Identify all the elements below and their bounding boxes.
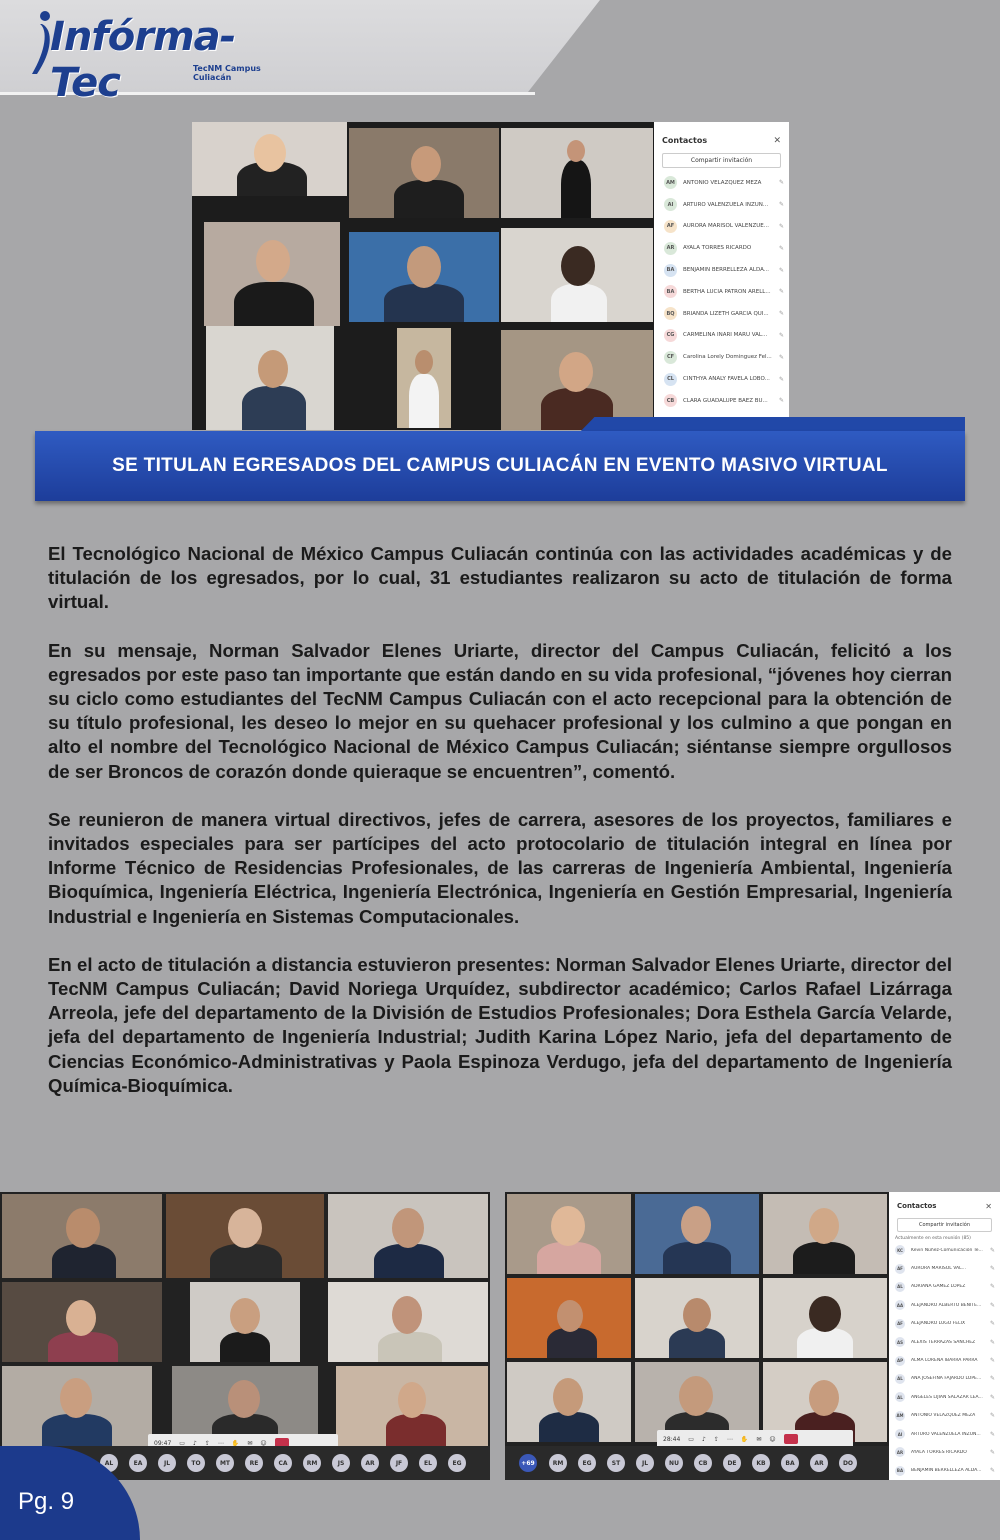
mic-muted-icon: ✎ bbox=[779, 222, 785, 230]
contact-item[interactable] bbox=[654, 325, 789, 347]
mic-muted-icon: ✎ bbox=[990, 1320, 996, 1328]
article-paragraph: En el acto de titulación a distancia estuvieron presentes: Norman Salvador Elenes Uriarte, director del TecNM Campus Culiacán; David Noriega Urquídez, subdirector académico; Carlos Rafael Lizárraga Arreola, jefe del departamento de la División de Estudios Profesionales; Dora Esthela García Velarde, jefa del departamento de Ingeniería Industrial; Judith Karina López Nario, jefa del departamento de Ciencias Económico-Administrativas y Paola Espinoza Verdugo, jefa del departamento de Ingeniería Química-Bioquímica. bbox=[48, 953, 952, 1096]
mic-muted-icon: ✎ bbox=[779, 179, 785, 187]
contact-item[interactable] bbox=[654, 390, 789, 412]
contact-item[interactable] bbox=[654, 368, 789, 390]
participant-avatar[interactable]: AL bbox=[100, 1454, 118, 1472]
contact-item[interactable] bbox=[889, 1370, 1000, 1388]
contact-avatar: AI bbox=[664, 198, 677, 211]
contact-item[interactable] bbox=[889, 1462, 1000, 1480]
contact-name: BENJAMIN BERRELLEZA ALDA... bbox=[911, 1468, 982, 1474]
call-timer: 28:44 bbox=[663, 1435, 681, 1443]
mic-icon[interactable]: ♪ bbox=[701, 1435, 706, 1443]
mic-muted-icon: ✎ bbox=[990, 1246, 996, 1254]
contact-name: CINTHYA ANALY FAVELA LOBO... bbox=[683, 376, 770, 383]
contact-name: ANTONIO VELAZQUEZ MEZA bbox=[683, 179, 762, 186]
share-invitation-button[interactable]: Compartir invitación bbox=[897, 1218, 992, 1232]
camera-icon[interactable]: ▭ bbox=[179, 1439, 185, 1447]
contact-item[interactable] bbox=[889, 1315, 1000, 1333]
video-tile bbox=[204, 222, 340, 326]
contact-item[interactable] bbox=[654, 216, 789, 238]
logo-subtitle: TecNM Campus Culiacán bbox=[193, 64, 261, 82]
participant-avatar[interactable]: AR bbox=[361, 1454, 379, 1472]
chat-icon[interactable]: ✉ bbox=[756, 1435, 762, 1443]
mic-muted-icon: ✎ bbox=[779, 375, 785, 383]
contact-item[interactable] bbox=[654, 194, 789, 216]
contact-avatar: AM bbox=[664, 176, 677, 189]
contact-avatar: AL bbox=[895, 1392, 905, 1402]
contact-item[interactable] bbox=[889, 1278, 1000, 1296]
contact-name: ALEJANDRO ALBERTO BENITE... bbox=[911, 1302, 982, 1308]
participant-avatar[interactable]: RM bbox=[549, 1454, 567, 1472]
call-timer: 09:47 bbox=[154, 1439, 172, 1447]
participant-avatar[interactable]: JL bbox=[636, 1454, 654, 1472]
participants-bar bbox=[505, 1446, 889, 1480]
mic-muted-icon: ✎ bbox=[990, 1375, 996, 1383]
video-tile bbox=[501, 330, 653, 430]
contact-avatar: CF bbox=[664, 351, 677, 364]
mic-muted-icon: ✎ bbox=[990, 1338, 996, 1346]
contact-name: BENJAMIN BERRELLEZA ALDA... bbox=[683, 267, 770, 274]
logo bbox=[28, 8, 288, 106]
video-tile bbox=[397, 328, 451, 428]
participant-avatar[interactable]: EL bbox=[419, 1454, 437, 1472]
mic-muted-icon: ✎ bbox=[990, 1301, 996, 1309]
participant-avatar[interactable]: EA bbox=[129, 1454, 147, 1472]
participant-avatar[interactable]: MT bbox=[216, 1454, 234, 1472]
article-paragraph: En su mensaje, Norman Salvador Elenes Uriarte, director del Campus Culiacán, felicitó a los egresados por este paso tan importante que están dando en su vida profesional, “jóvenes hoy cierran su ciclo como estudiantes del TecNM Campus Culiacán con el acto recepcional para la obtención de su título profesional, les deseo lo mejor en su quehacer profesional y los culmino a que pongan en alto el nombre del Tecnológico Nacional de México Campus Culiacán; siéntanse siempre orgullosos de ser Broncos de corazón donde quieraque se encuentren”, comentó. bbox=[48, 639, 952, 782]
video-tile bbox=[206, 326, 334, 430]
hand-icon[interactable]: ✋ bbox=[231, 1439, 240, 1447]
contact-item[interactable] bbox=[889, 1333, 1000, 1351]
video-tile bbox=[349, 128, 499, 218]
contact-name: Kevin Núñez-Comunicación Te... bbox=[911, 1247, 983, 1253]
article-title: SE TITULAN EGRESADOS DEL CAMPUS CULIACÁN EN EVENTO MASIVO VIRTUAL bbox=[112, 455, 888, 476]
contact-name: CLARA GUADALUPE BAEZ BU... bbox=[683, 397, 768, 404]
participant-avatar[interactable]: JL bbox=[158, 1454, 176, 1472]
participant-avatar[interactable]: KB bbox=[752, 1454, 770, 1472]
logo-title: Infórma-Tec bbox=[50, 14, 236, 106]
contact-avatar: AF bbox=[895, 1319, 905, 1329]
top-videocall-photo bbox=[192, 122, 789, 430]
mic-muted-icon: ✎ bbox=[990, 1448, 996, 1456]
contact-item[interactable] bbox=[889, 1443, 1000, 1461]
contacts-panel bbox=[889, 1192, 1000, 1480]
mic-muted-icon: ✎ bbox=[779, 288, 785, 296]
contact-avatar: CG bbox=[664, 329, 677, 342]
contact-avatar: AF bbox=[895, 1264, 905, 1274]
participant-avatar[interactable]: RE bbox=[245, 1454, 263, 1472]
participant-avatar[interactable]: CB bbox=[694, 1454, 712, 1472]
article-body bbox=[48, 542, 952, 1122]
video-tile bbox=[349, 232, 499, 322]
contact-item[interactable] bbox=[654, 346, 789, 368]
more-icon[interactable]: ⋯ bbox=[217, 1439, 224, 1447]
mic-muted-icon: ✎ bbox=[779, 353, 785, 361]
mic-muted-icon: ✎ bbox=[990, 1357, 996, 1365]
share-icon[interactable]: ⇪ bbox=[204, 1439, 210, 1447]
participant-avatar[interactable]: RM bbox=[303, 1454, 321, 1472]
close-icon[interactable]: ✕ bbox=[985, 1202, 992, 1211]
contact-item[interactable] bbox=[654, 281, 789, 303]
participant-avatar[interactable]: EG bbox=[448, 1454, 466, 1472]
article-paragraph: El Tecnológico Nacional de México Campus Culiacán continúa con las actividades académicas y de titulación de los egresados, por lo cual, 31 estudiantes realizaron su acto de titulación de forma virtual. bbox=[48, 543, 952, 613]
contact-avatar: AP bbox=[895, 1356, 905, 1366]
contact-avatar: CB bbox=[664, 394, 677, 407]
mic-muted-icon: ✎ bbox=[779, 310, 785, 318]
contact-avatar: CL bbox=[664, 373, 677, 386]
mic-muted-icon: ✎ bbox=[990, 1265, 996, 1273]
contact-avatar: BA bbox=[895, 1466, 905, 1476]
more-icon[interactable]: ⋯ bbox=[726, 1435, 733, 1443]
contact-item[interactable] bbox=[889, 1259, 1000, 1277]
contact-name: AYALA TORRES RICARDO bbox=[683, 245, 752, 252]
contact-name: ALEXIS TERRAZAS SANCHEZ bbox=[911, 1339, 976, 1345]
contact-avatar: BQ bbox=[664, 307, 677, 320]
contact-item[interactable] bbox=[889, 1241, 1000, 1259]
contact-avatar: BA bbox=[664, 264, 677, 277]
bottom-left-videocall-photo bbox=[0, 1192, 490, 1480]
video-tile bbox=[192, 122, 347, 196]
contact-name: AURORA MARISOL VALENZUE... bbox=[683, 223, 769, 230]
contact-name: AYALA TORRES RICARDO bbox=[911, 1449, 967, 1455]
contact-name: ADRIANA GAMEZ LOPEZ bbox=[911, 1284, 966, 1290]
contact-item[interactable] bbox=[654, 303, 789, 325]
contact-item[interactable] bbox=[889, 1388, 1000, 1406]
mic-muted-icon: ✎ bbox=[779, 397, 785, 405]
contact-item[interactable] bbox=[889, 1425, 1000, 1443]
close-icon[interactable]: ✕ bbox=[773, 136, 781, 146]
participant-avatar[interactable]: BA bbox=[781, 1454, 799, 1472]
title-banner bbox=[35, 431, 965, 501]
contact-name: ALMA LORENA IBARRA PARRA bbox=[911, 1358, 978, 1364]
participant-avatar[interactable]: JS bbox=[332, 1454, 350, 1472]
contact-name: ALEJANDRO LUGO FELIX bbox=[911, 1321, 966, 1327]
participant-avatar[interactable]: NU bbox=[665, 1454, 683, 1472]
contact-avatar: AI bbox=[895, 1429, 905, 1439]
contact-avatar: KC bbox=[895, 1245, 905, 1255]
contact-name: BRIANDA LIZETH GARCIA QUI... bbox=[683, 310, 769, 317]
participant-avatar[interactable]: DE bbox=[723, 1454, 741, 1472]
contact-avatar: AR bbox=[895, 1447, 905, 1457]
contact-name: ARTURO VALENZUELA INZUN... bbox=[911, 1431, 981, 1437]
contact-item[interactable] bbox=[654, 237, 789, 259]
contact-name: CARMELINA INARI MARU VAL... bbox=[683, 332, 768, 339]
mic-muted-icon: ✎ bbox=[779, 201, 785, 209]
participant-avatar[interactable]: EG bbox=[578, 1454, 596, 1472]
contact-name: ANGELES LIJIAN SALAZAR LEA... bbox=[911, 1394, 983, 1400]
contact-avatar: AL bbox=[895, 1374, 905, 1384]
mic-muted-icon: ✎ bbox=[779, 266, 785, 274]
hand-icon[interactable]: ✋ bbox=[740, 1435, 749, 1443]
bottom-right-videocall-photo bbox=[505, 1192, 1000, 1480]
share-invitation-button[interactable]: Compartir invitación bbox=[662, 153, 781, 168]
contact-name: ANA JOSEFINA FAJARDO LOPE... bbox=[911, 1376, 982, 1382]
mic-muted-icon: ✎ bbox=[779, 331, 785, 339]
mic-muted-icon: ✎ bbox=[779, 244, 785, 252]
contact-avatar: AA bbox=[895, 1300, 905, 1310]
mic-muted-icon: ✎ bbox=[990, 1430, 996, 1438]
contacts-panel bbox=[654, 122, 789, 430]
contact-avatar: AR bbox=[664, 242, 677, 255]
article-paragraph: Se reunieron de manera virtual directivos, jefes de carrera, asesores de los proyectos, familiares e invitados especiales para ser partícipes del acto protocolario de titulación integral en línea por Informe Técnico de Residencias Profesionales, de las carreras de Ingeniería Ambiental, Ingeniería Bioquímica, Ingeniería Eléctrica, Ingeniería Electrónica, Ingeniería en Gestión Empresarial, Ingeniería Industrial e Ingeniería en Sistemas Computacionales. bbox=[48, 808, 952, 927]
contact-item[interactable] bbox=[889, 1407, 1000, 1425]
contact-item[interactable] bbox=[654, 259, 789, 281]
mic-icon[interactable]: ♪ bbox=[192, 1439, 197, 1447]
contacts-title: Contactos bbox=[897, 1202, 937, 1210]
page-number: Pg. 9 bbox=[18, 1488, 75, 1515]
mic-muted-icon: ✎ bbox=[990, 1412, 996, 1420]
chat-icon[interactable]: ✉ bbox=[247, 1439, 253, 1447]
overflow-count[interactable]: +69 bbox=[519, 1454, 537, 1472]
contact-avatar: AL bbox=[895, 1282, 905, 1292]
contact-item[interactable] bbox=[654, 172, 789, 194]
contact-name: BERTHA LUCIA PATRON ARELL... bbox=[683, 288, 771, 295]
contact-avatar: BA bbox=[664, 285, 677, 298]
share-icon[interactable]: ⇪ bbox=[713, 1435, 719, 1443]
participant-avatar[interactable]: CA bbox=[274, 1454, 292, 1472]
contact-name: ARTURO VALENZUELA INZUN... bbox=[683, 201, 769, 208]
contact-item[interactable] bbox=[889, 1296, 1000, 1314]
contacts-list bbox=[654, 172, 789, 412]
video-tile bbox=[501, 128, 653, 218]
contact-avatar: AM bbox=[895, 1411, 905, 1421]
mic-muted-icon: ✎ bbox=[990, 1467, 996, 1475]
contact-avatar: AS bbox=[895, 1337, 905, 1347]
contact-item[interactable] bbox=[889, 1351, 1000, 1369]
participant-avatar[interactable]: JF bbox=[390, 1454, 408, 1472]
contact-name: AURORA MARISOL VAL... bbox=[911, 1266, 966, 1272]
contact-avatar: AF bbox=[664, 220, 677, 233]
camera-icon[interactable]: ▭ bbox=[688, 1435, 694, 1443]
contacts-title: Contactos bbox=[662, 136, 708, 145]
people-icon[interactable]: ☺ bbox=[769, 1435, 776, 1443]
participant-avatar[interactable]: AR bbox=[810, 1454, 828, 1472]
contacts-list bbox=[889, 1241, 1000, 1480]
participant-avatar[interactable]: DO bbox=[839, 1454, 857, 1472]
video-tile bbox=[501, 228, 653, 322]
contact-name: ANTONIO VELAZQUEZ MEZA bbox=[911, 1413, 976, 1419]
people-icon[interactable]: ☺ bbox=[260, 1439, 267, 1447]
participant-avatar[interactable]: TO bbox=[187, 1454, 205, 1472]
meeting-count: Actualmente en esta reunión (85) bbox=[895, 1236, 971, 1241]
hangup-button[interactable] bbox=[784, 1434, 798, 1444]
mic-muted-icon: ✎ bbox=[990, 1283, 996, 1291]
contact-name: Carolina Lorely Dominguez Fel... bbox=[683, 354, 772, 361]
participant-avatar[interactable]: ST bbox=[607, 1454, 625, 1472]
mic-muted-icon: ✎ bbox=[990, 1393, 996, 1401]
